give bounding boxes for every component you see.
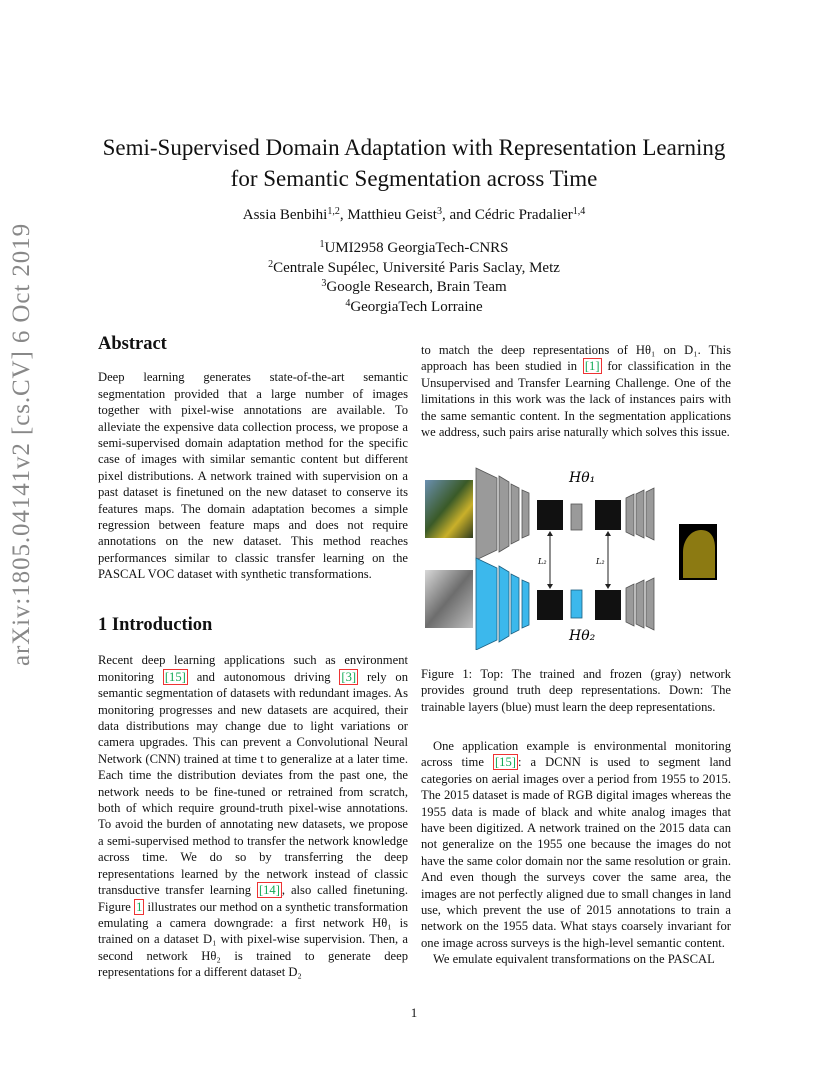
mask-silhouette xyxy=(683,530,715,578)
input-color-image xyxy=(425,480,473,538)
intro-text-d: , also called finetuning. Figure xyxy=(98,883,408,914)
figure-1-diagram xyxy=(421,460,733,650)
introduction-section xyxy=(98,617,408,981)
right-paragraph-1 xyxy=(421,342,731,440)
right-column-bottom xyxy=(421,738,731,968)
author-2-affil: 3 xyxy=(436,206,442,217)
affiliation-4-sup: 4 xyxy=(345,297,351,309)
author-1-affil: 1,2 xyxy=(327,206,340,217)
affiliation-2-sup: 2 xyxy=(268,258,274,270)
trainable-mid-layer xyxy=(571,590,582,618)
frozen-mid-layer xyxy=(571,504,582,530)
affiliation-4-text: GeorgiaTech Lorraine xyxy=(350,298,483,315)
feature-map-top-1 xyxy=(537,500,563,530)
loss-label-2: L₂ xyxy=(596,557,605,566)
right-text-d: : a DCNN is used to segment land categories on aerial images over a period from 1955 to 2015. The 2015 dataset is made of RGB digital images whereas the 1955 data is made of black and white analog images that have been digitized. A network trained on the 2015 data can not generalize on the 1955 one because the images do not have the same color domain nor the same resolution or grain. And even though the surveys cover the same area, the images are not perfectly aligned due to small changes in land use, which prevent the use of 2015 annotations to train a network on the 1955 data. What stays coarsely invariant for one image across surveys is the high-level semantic content. xyxy=(421,755,732,950)
intro-text-e: illustrates our method on a synthetic transformation emulating a camera downgrade: a first network Hθ₁ is trained on a dataset D₁ with pixel-wise supervision. Then, a second network Hθ₂ is trained to generate deep representations for a different dataset D₂ xyxy=(98,899,408,980)
right-text-a: to match the deep representations of Hθ₁ on D₁. This approach has been studied in xyxy=(421,343,731,374)
l2-arrow-1-head-up xyxy=(547,531,553,536)
introduction-heading: 1 Introduction xyxy=(98,615,213,635)
author-3: , and Cédric Pradalier xyxy=(441,207,573,223)
paper-title xyxy=(60,132,768,194)
right-column-top xyxy=(421,342,731,440)
author-3-affil: 1,4 xyxy=(572,206,586,217)
label-h-theta-1: Hθ₁ xyxy=(569,470,596,486)
l2-arrow-1-head-down xyxy=(547,584,553,589)
loss-label-1: L₂ xyxy=(538,557,547,566)
frozen-encoder xyxy=(476,468,529,560)
affiliation-2 xyxy=(60,259,768,279)
affiliation-1-text: UMI2958 GeorgiaTech-CNRS xyxy=(324,240,509,256)
frozen-decoder xyxy=(626,488,654,540)
affiliation-1-sup: 1 xyxy=(319,239,325,250)
affiliation-1 xyxy=(60,239,768,259)
author-list xyxy=(60,207,768,224)
affiliation-3 xyxy=(60,278,768,298)
figure-1-link[interactable]: 1 xyxy=(136,899,143,914)
title-line-2: for Semantic Segmentation across Time xyxy=(230,166,598,191)
introduction-paragraph xyxy=(98,652,408,980)
label-h-theta-2: Hθ₂ xyxy=(569,628,596,644)
l2-arrow-2-head-down xyxy=(605,584,611,589)
abstract-section xyxy=(98,336,408,583)
frozen-decoder-bottom xyxy=(626,578,654,630)
citation-3[interactable]: [3] xyxy=(341,669,357,684)
affiliation-2-text: Centrale Supélec, Université Paris Saclay, Metz xyxy=(273,259,560,276)
feature-map-top-2 xyxy=(595,500,621,530)
right-text-b: for classification in the Unsupervised and Transfer Learning Challenge. One of the limitations in this work was the lack of instances pairs with the same semantic content. In the segmentation applications we address, such pairs arise naturally which solves this issue. xyxy=(421,359,731,440)
citation-15[interactable]: [15] xyxy=(164,669,186,684)
citation-1[interactable]: [1] xyxy=(584,359,600,374)
citation-14[interactable]: [14] xyxy=(258,883,280,898)
affiliation-3-sup: 3 xyxy=(321,278,327,289)
intro-text-c: rely on semantic segmentation of datasets with redundant images. As monitoring progresses and new datasets are acquired, their data distributions may change due to light variations or camera upgrades. This can prevent a Convolutional Neural Network (CNN) trained at time t to generalize at a later time. Each time the distribution deviates from the past one, the network needs to be fine-tuned or retrained from scratch, both of which require ground-truth pixel-wise annotations. To avoid the burden of annotating new datasets, we propose a semi-supervised method to transfer the network knowledge across time. We do so by transferring the deep representations learned by the network instead of classic transductive transfer learning xyxy=(98,669,408,898)
right-text-c: One application example is environmental monitoring across time xyxy=(421,739,731,770)
input-gray-image xyxy=(425,570,473,628)
figure-1 xyxy=(421,460,733,650)
author-2: , Matthieu Geist xyxy=(339,207,437,223)
intro-text-b: and autonomous driving xyxy=(187,669,340,684)
figure-1-caption: Figure 1: Top: The trained and frozen (gray) network provides ground truth deep representations. Down: The trainable layers (blue) must learn the deep representations. xyxy=(421,667,731,714)
l2-arrow-2-head-up xyxy=(605,531,611,536)
affiliation-list xyxy=(60,239,768,317)
abstract-heading: Abstract xyxy=(98,334,167,354)
intro-text-a: Recent deep learning applications such as environment monitoring xyxy=(98,653,408,684)
page-number: 1 xyxy=(410,1005,418,1020)
author-1: Assia Benbihi xyxy=(242,207,328,223)
right-paragraph-3: We emulate equivalent transformations on the PASCAL xyxy=(433,952,715,967)
feature-map-bottom-2 xyxy=(595,590,621,620)
title-line-1: Semi-Supervised Domain Adaptation with Representation Learning xyxy=(102,135,726,160)
affiliation-4 xyxy=(60,298,768,318)
arxiv-stamp-text: arXiv:1805.04141v2 [cs.CV] 6 Oct 2019 xyxy=(8,223,35,666)
citation-15-b[interactable]: [15] xyxy=(494,755,516,770)
affiliation-3-text: Google Research, Brain Team xyxy=(326,279,507,295)
feature-map-bottom-1 xyxy=(537,590,563,620)
trainable-encoder xyxy=(476,558,529,650)
abstract-text: Deep learning generates state-of-the-art semantic segmentation provided that a large number of images together with pixel-wise annotations are available. To alleviate the expensive data collection process, we propose a semi-supervised domain adaptation method for the specific case of images with similar semantic content but different pixel distributions. A network trained with supervision on a past dataset is finetuned on the new dataset to conserve its features maps. The domain adaptation becomes a simple regression between feature maps and does not require annotations on the new dataset. This method reaches performances similar to classic transfer learning on the PASCAL VOC dataset with synthetic transformations. xyxy=(98,370,408,582)
right-paragraph-2 xyxy=(421,738,731,951)
